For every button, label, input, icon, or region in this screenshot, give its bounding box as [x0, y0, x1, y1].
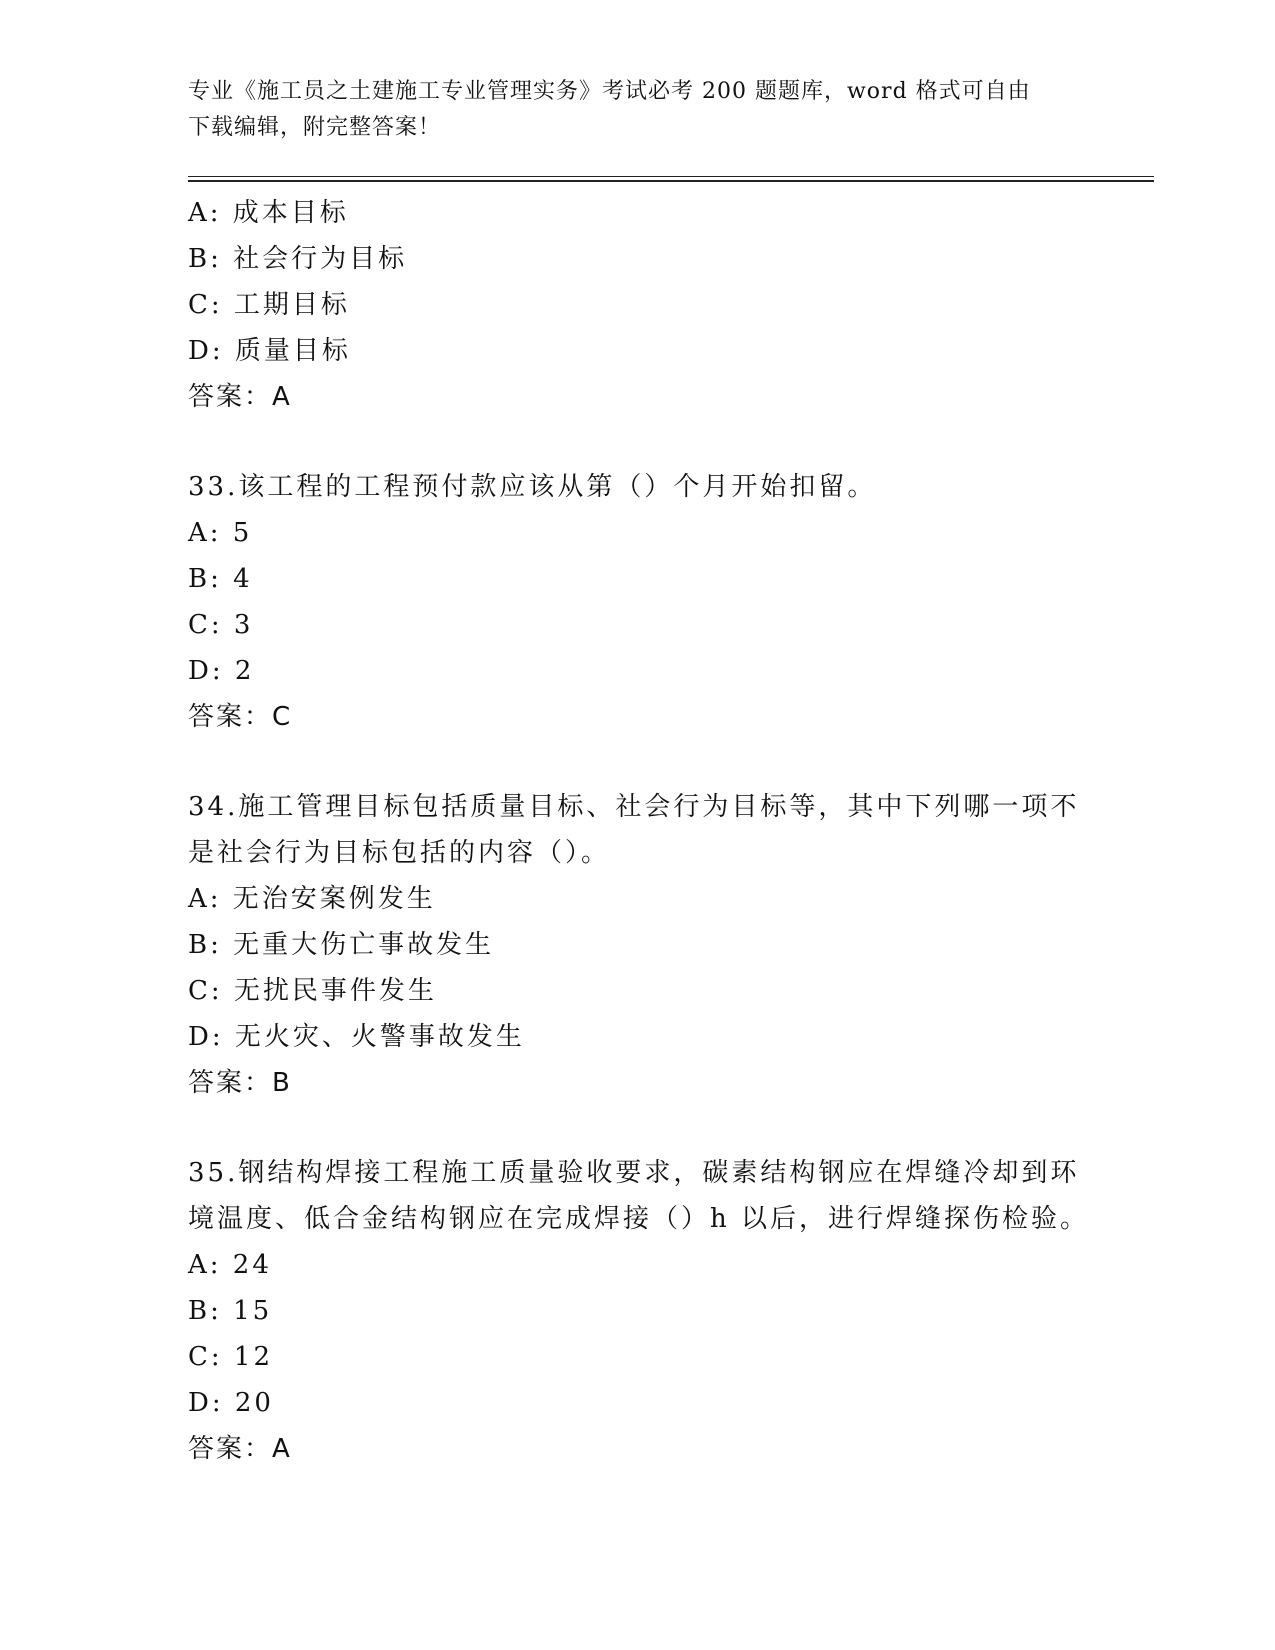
option-b: B: 无重大伤亡事故发生 [188, 930, 495, 960]
option-d: D: 无火灾、火警事故发生 [188, 1022, 525, 1052]
question-stem-line-1: 34.施工管理目标包括质量目标、社会行为目标等，其中下列哪一项不 [188, 792, 1080, 822]
option-a: A: 成本目标 [188, 198, 349, 228]
question-stem: 33.该工程的工程预付款应该从第（）个月开始扣留。 [188, 472, 877, 502]
option-c: C: 12 [188, 1342, 274, 1372]
question-32-tail [188, 190, 1088, 420]
answer-line: 答案：A [188, 1434, 292, 1464]
option-a: A: 5 [188, 518, 253, 548]
answer-line: 答案：B [188, 1068, 292, 1098]
option-d: D: 质量目标 [188, 336, 351, 366]
option-c: C: 3 [188, 610, 254, 640]
question-stem-line-2: 是社会行为目标包括的内容（）。 [188, 838, 611, 868]
option-b: B: 15 [188, 1296, 273, 1326]
option-b: B: 4 [188, 564, 253, 594]
header-divider-thick [188, 180, 1154, 182]
option-b: B: 社会行为目标 [188, 244, 408, 274]
question-33 [188, 464, 1088, 740]
option-c: C: 无扰民事件发生 [188, 976, 437, 1006]
option-a: A: 24 [188, 1250, 272, 1280]
option-d: D: 20 [188, 1388, 274, 1418]
question-stem-line-1: 35.钢结构焊接工程施工质量验收要求，碳素结构钢应在焊缝冷却到环 [188, 1158, 1080, 1188]
answer-line: 答案：C [188, 702, 293, 732]
question-35 [188, 1150, 1088, 1472]
question-list [188, 190, 1088, 1472]
document-header [188, 74, 1068, 146]
option-a: A: 无治安案例发生 [188, 884, 436, 914]
option-c: C: 工期目标 [188, 290, 350, 320]
header-title-line-2: 下载编辑，附完整答案！ [188, 115, 442, 140]
answer-line: 答案：A [188, 382, 292, 412]
header-divider-thin [188, 176, 1154, 177]
header-title-line-1: 专业《施工员之土建施工专业管理实务》考试必考 200 题题库，word 格式可自由 [188, 79, 1031, 104]
question-stem-line-2: 境温度、低合金结构钢应在完成焊接（）h 以后，进行焊缝探伤检验。 [188, 1204, 1090, 1234]
question-34 [188, 784, 1088, 1106]
option-d: D: 2 [188, 656, 255, 686]
